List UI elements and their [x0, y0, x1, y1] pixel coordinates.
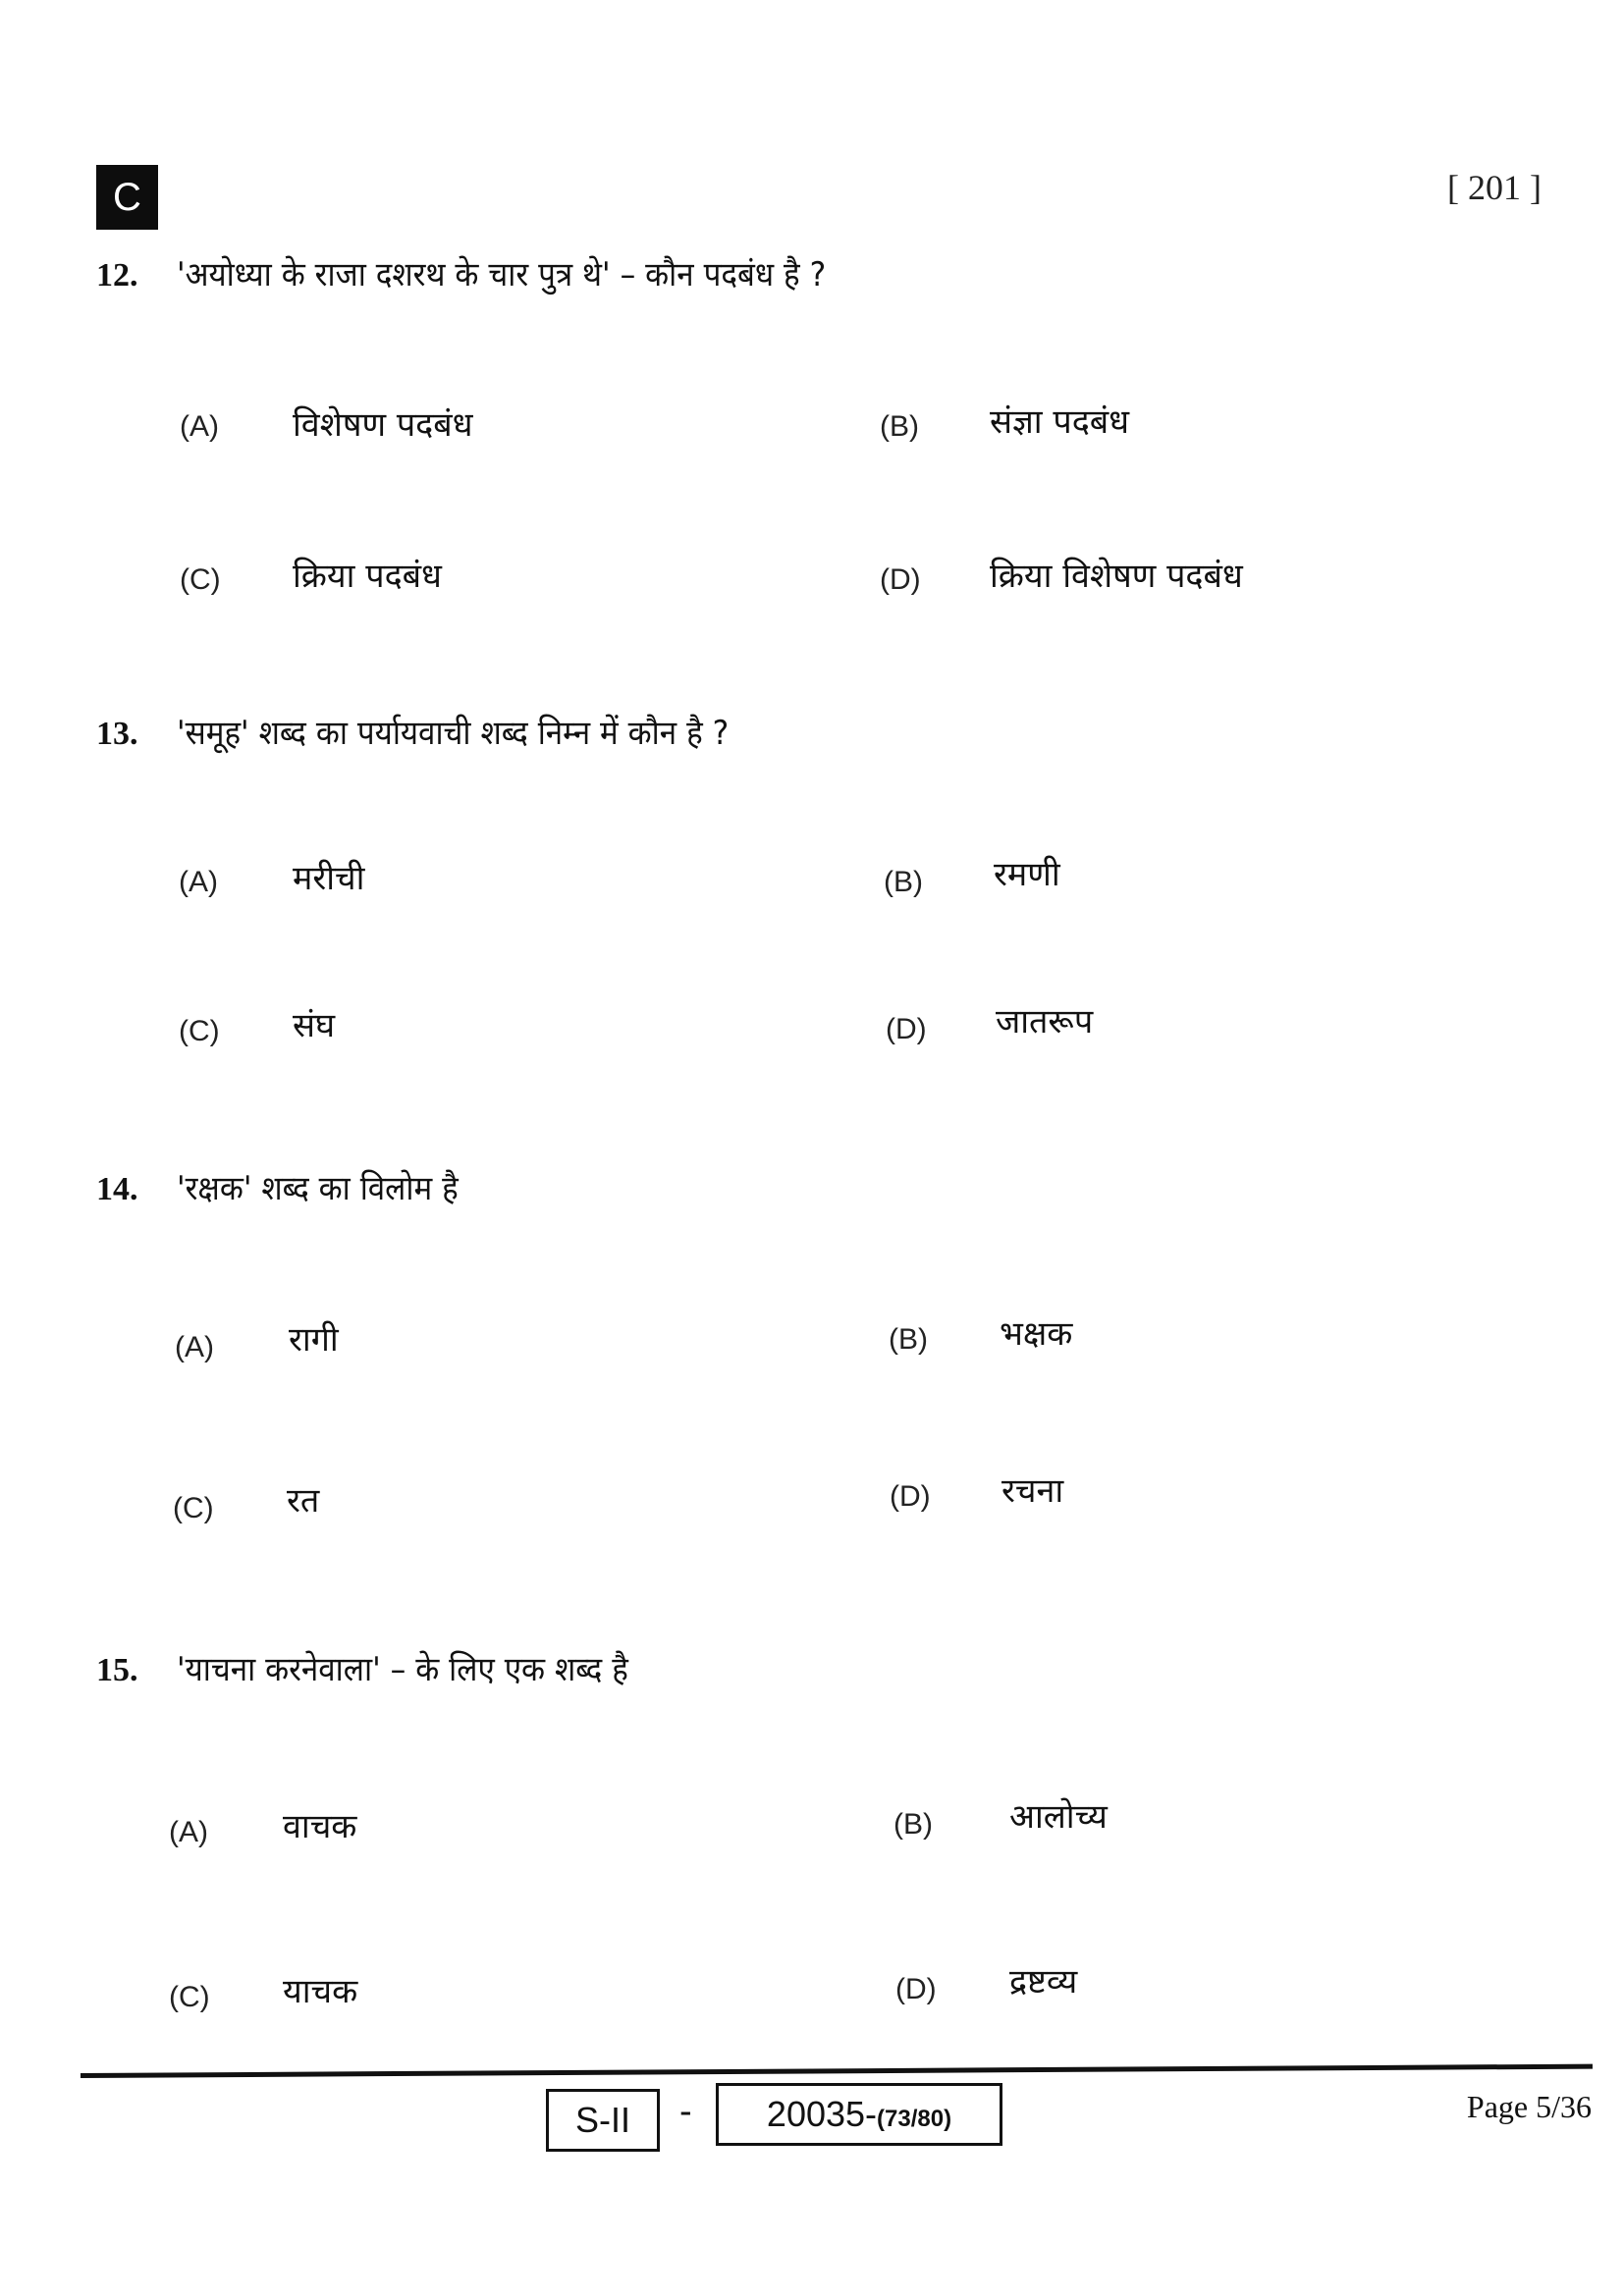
- question-15: [96, 1645, 668, 1690]
- set-label-badge: C: [96, 165, 158, 230]
- question-number: 15.: [96, 1652, 138, 1688]
- footer-divider: [81, 2064, 1593, 2078]
- question-text: 'अयोध्या के राजा दशरथ के चार पुत्र थे' – कौन पदबंध है ?: [177, 255, 827, 294]
- page-number: Page 5/36: [1466, 2089, 1592, 2124]
- option-letter: (C): [169, 1981, 210, 2013]
- option-text: वाचक: [283, 1807, 357, 1846]
- option-letter: (C): [179, 1015, 220, 1047]
- option-letter: (A): [179, 866, 218, 898]
- option-text: मरीची: [293, 859, 365, 898]
- question-text: 'रक्षक' शब्द का विलोम है: [177, 1169, 459, 1208]
- booklet-code-box: [716, 2083, 1002, 2146]
- option-text: विशेषण पदबंध: [293, 405, 473, 445]
- question-13: [96, 709, 777, 754]
- option-text: जातरूप: [996, 1002, 1094, 1041]
- option-letter: (B): [880, 410, 919, 443]
- question-12: [96, 250, 883, 295]
- option-letter: (A): [180, 410, 219, 443]
- option-letter: (A): [175, 1331, 214, 1363]
- option-text: भक्षक: [1000, 1314, 1073, 1354]
- option-letter: (B): [889, 1323, 928, 1356]
- series-label: S-II: [574, 2100, 630, 2140]
- option-text: रचना: [1001, 1471, 1064, 1511]
- question-text: 'याचना करनेवाला' – के लिए एक शब्द है: [177, 1650, 628, 1689]
- option-text: संघ: [293, 1006, 336, 1045]
- paper-code: [ 201 ]: [1447, 168, 1542, 207]
- booklet-code: 20035-: [766, 2094, 878, 2134]
- option-text: आलोच्य: [1009, 1797, 1108, 1837]
- option-letter: (D): [886, 1013, 927, 1045]
- question-14: [96, 1164, 483, 1209]
- option-text: याचक: [283, 1972, 358, 2011]
- question-number: 13.: [96, 716, 138, 752]
- question-number: 14.: [96, 1171, 138, 1207]
- option-text: रागी: [289, 1320, 339, 1360]
- option-letter: (C): [180, 563, 221, 596]
- option-letter: (B): [884, 866, 923, 898]
- option-text: रमणी: [994, 855, 1060, 894]
- footer-separator: -: [679, 2091, 692, 2132]
- booklet-sub-code: (73/80): [877, 2106, 952, 2132]
- option-text: संज्ञा पदबंध: [990, 402, 1130, 442]
- option-text: रत: [287, 1481, 320, 1521]
- option-text: क्रिया विशेषण पदबंध: [990, 557, 1243, 596]
- option-letter: (D): [880, 563, 921, 596]
- option-text: क्रिया पदबंध: [293, 557, 442, 596]
- option-text: द्रष्टव्य: [1009, 1962, 1078, 2002]
- series-box: [546, 2089, 660, 2152]
- option-letter: (D): [895, 1973, 937, 2005]
- option-letter: (A): [169, 1816, 208, 1848]
- question-text: 'समूह' शब्द का पर्यायवाची शब्द निम्न में कौन है ?: [177, 714, 730, 753]
- option-letter: (C): [173, 1492, 214, 1524]
- option-letter: (B): [893, 1808, 933, 1841]
- question-number: 12.: [96, 257, 138, 294]
- option-letter: (D): [890, 1480, 931, 1513]
